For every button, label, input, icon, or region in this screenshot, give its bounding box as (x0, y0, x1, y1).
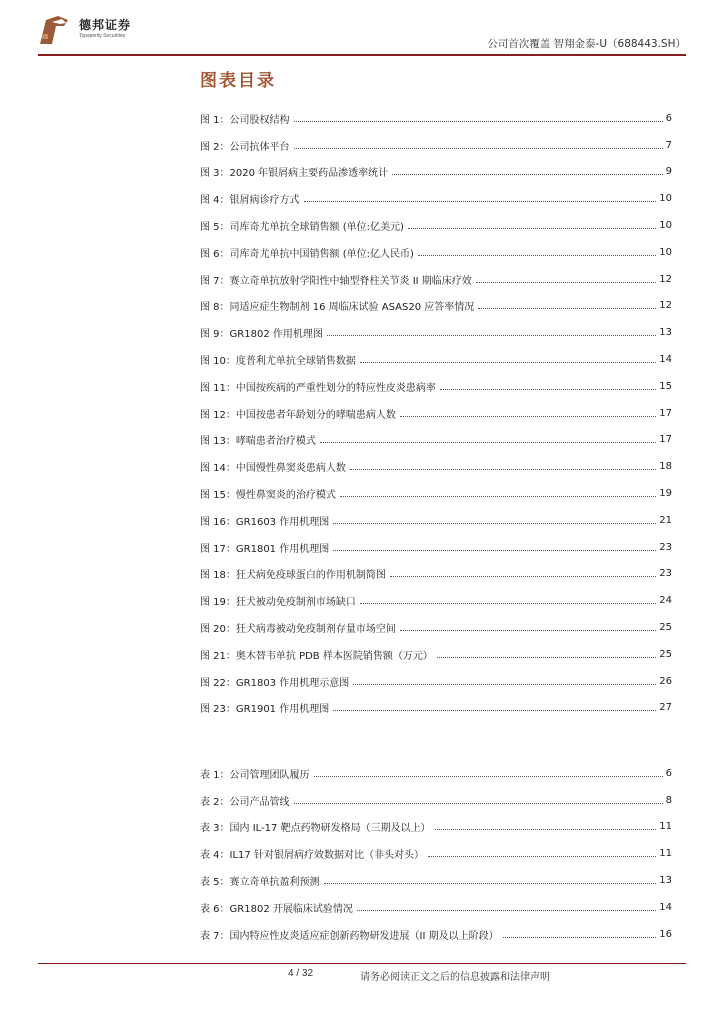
figure-entry-page[interactable]: 23 (659, 568, 672, 580)
table-entry-page[interactable]: 11 (659, 848, 672, 860)
table-entry-label[interactable]: 表 1：公司管理团队履历 (200, 769, 310, 781)
dot-leader (324, 883, 657, 884)
dot-leader (360, 603, 656, 604)
figure-entry[interactable] (200, 293, 672, 320)
figure-entry-label[interactable]: 图 6：司库奇尤单抗中国销售额 (单位:亿人民币) (200, 248, 414, 260)
table-entry[interactable] (200, 867, 672, 894)
figure-entry-page[interactable]: 7 (665, 139, 672, 151)
dot-leader (392, 174, 662, 175)
dot-leader (294, 148, 663, 149)
figure-entry[interactable] (200, 346, 672, 373)
dot-leader (437, 657, 656, 658)
company-logo (38, 14, 148, 46)
dot-leader (478, 308, 656, 309)
table-entry-label[interactable]: 表 6：GR1802 开展临床试验情况 (200, 903, 353, 915)
table-entry-page[interactable]: 8 (665, 794, 672, 806)
figure-entry-page[interactable]: 10 (659, 193, 672, 205)
dot-leader (418, 255, 656, 256)
figure-entry[interactable] (200, 427, 672, 454)
dot-leader (304, 201, 657, 202)
table-entry-label[interactable]: 表 5：赛立奇单抗盈利预测 (200, 877, 320, 889)
figure-entry-label[interactable]: 图 23：GR1901 作用机理图 (200, 704, 330, 716)
figure-entry[interactable] (200, 319, 672, 346)
figure-entry-page[interactable]: 25 (659, 648, 672, 660)
header-divider (38, 54, 686, 56)
footer-divider (38, 963, 686, 964)
figure-entry-page[interactable]: 15 (659, 380, 672, 392)
figure-entry-label[interactable]: 图 13：哮喘患者治疗模式 (200, 436, 316, 448)
table-entry-page[interactable]: 16 (659, 928, 672, 940)
logo-text-en: Topsperity Securities (79, 33, 126, 39)
dot-leader (333, 523, 656, 524)
figure-entry[interactable] (200, 105, 672, 132)
figure-entry-label[interactable]: 图 17：GR1801 作用机理图 (200, 543, 330, 555)
toc-title: 图表目录 (200, 71, 276, 91)
dot-leader (357, 910, 656, 911)
figure-entry[interactable] (200, 212, 672, 239)
figure-entry-label[interactable]: 图 1：公司股权结构 (200, 114, 290, 126)
table-entry[interactable] (200, 921, 672, 948)
figure-entry-label[interactable]: 图 10：度普利尤单抗全球销售数据 (200, 356, 356, 368)
dot-leader (333, 550, 656, 551)
figure-entry-label[interactable]: 图 3：2020 年银屑病主要药品渗透率统计 (200, 168, 389, 180)
figure-entry-label[interactable]: 图 18：狂犬病免疫球蛋白的作用机制简图 (200, 570, 386, 582)
dot-leader (476, 282, 656, 283)
disclaimer-text: 请务必阅读正文之后的信息披露和法律声明 (360, 972, 550, 983)
table-entry[interactable] (200, 814, 672, 841)
figure-entry-page[interactable]: 23 (659, 541, 672, 553)
dot-leader (294, 121, 663, 122)
dot-leader (327, 335, 656, 336)
dot-leader (350, 469, 656, 470)
figure-entry[interactable] (200, 614, 672, 641)
figure-entry-label[interactable]: 图 8：同适应症生物制剂 16 周临床试验 ASAS20 应答率情况 (200, 302, 475, 314)
table-entry[interactable] (200, 840, 672, 867)
dot-leader (314, 776, 663, 777)
figure-entry-label[interactable]: 图 4：银屑病诊疗方式 (200, 195, 300, 207)
figure-entry-page[interactable]: 27 (659, 702, 672, 714)
table-entry-page[interactable]: 6 (665, 767, 672, 779)
figure-entry-page[interactable]: 10 (659, 220, 672, 232)
table-list (200, 760, 672, 948)
figure-entry-page[interactable]: 12 (659, 300, 672, 312)
figure-entry-page[interactable]: 12 (659, 273, 672, 285)
table-entry-page[interactable]: 13 (659, 875, 672, 887)
figure-entry-page[interactable]: 26 (659, 675, 672, 687)
table-entry-label[interactable]: 表 4：IL17 针对银屑病疗效数据对比（非头对头） (200, 850, 424, 862)
table-entry[interactable] (200, 787, 672, 814)
figure-entry[interactable] (200, 480, 672, 507)
figure-entry-label[interactable]: 图 22：GR1803 作用机理示意图 (200, 677, 350, 689)
figure-entry-label[interactable]: 图 14：中国慢性鼻窦炎患病人数 (200, 463, 346, 475)
figure-entry[interactable] (200, 561, 672, 588)
figure-list (200, 105, 672, 721)
figure-entry-page[interactable]: 9 (665, 166, 672, 178)
figure-entry-label[interactable]: 图 15：慢性鼻窦炎的治疗模式 (200, 490, 336, 502)
figure-entry-page[interactable]: 17 (659, 434, 672, 446)
figure-entry[interactable] (200, 132, 672, 159)
dot-leader (390, 576, 656, 577)
figure-entry[interactable] (200, 239, 672, 266)
report-title: 公司首次覆盖 智翔金泰-U（688443.SH） (487, 38, 686, 50)
table-entry-page[interactable]: 11 (659, 821, 672, 833)
figure-entry-page[interactable]: 25 (659, 622, 672, 634)
table-entry[interactable] (200, 760, 672, 787)
table-entry-label[interactable]: 表 2：公司产品管线 (200, 796, 290, 808)
figure-entry-label[interactable]: 图 9：GR1802 作用机理图 (200, 329, 323, 341)
figure-entry[interactable] (200, 587, 672, 614)
figure-entry[interactable] (200, 159, 672, 186)
figure-entry[interactable] (200, 534, 672, 561)
figure-entry[interactable] (200, 400, 672, 427)
figure-entry[interactable] (200, 695, 672, 722)
dot-leader (333, 710, 656, 711)
figure-entry[interactable] (200, 266, 672, 293)
figure-entry-label[interactable]: 图 7：赛立奇单抗放射学阳性中轴型脊柱关节炎 II 期临床疗效 (200, 275, 472, 287)
figure-entry-label[interactable]: 图 2：公司抗体平台 (200, 141, 290, 153)
dot-leader (435, 829, 657, 830)
figure-entry-page[interactable]: 10 (659, 246, 672, 258)
dot-leader (408, 228, 656, 229)
figure-entry[interactable] (200, 373, 672, 400)
figure-entry-page[interactable]: 14 (659, 354, 672, 366)
dot-leader (320, 442, 656, 443)
dot-leader (400, 630, 656, 631)
figure-entry[interactable] (200, 185, 672, 212)
figure-entry[interactable] (200, 641, 672, 668)
figure-entry[interactable] (200, 507, 672, 534)
logo-text-cn: 德邦证券 (79, 18, 132, 32)
figure-entry-label[interactable]: 图 21：奥木替韦单抗 PDB 样本医院销售额（万元） (200, 650, 433, 662)
figure-entry-page[interactable]: 6 (665, 112, 672, 124)
figure-entry[interactable] (200, 453, 672, 480)
dot-leader (440, 389, 656, 390)
dot-leader (503, 937, 657, 938)
dot-leader (360, 362, 656, 363)
dot-leader (400, 416, 656, 417)
figure-entry-page[interactable]: 24 (659, 595, 672, 607)
figure-entry[interactable] (200, 668, 672, 695)
dot-leader (294, 803, 663, 804)
figure-entry-label[interactable]: 图 19：狂犬被动免疫制剂市场缺口 (200, 597, 356, 609)
figure-entry-page[interactable]: 18 (659, 461, 672, 473)
figure-entry-page[interactable]: 13 (659, 327, 672, 339)
dot-leader (428, 856, 656, 857)
figure-entry-label[interactable]: 图 12：中国按患者年龄划分的哮喘患病人数 (200, 409, 396, 421)
figure-entry-page[interactable]: 17 (659, 407, 672, 419)
figure-entry-label[interactable]: 图 16：GR1603 作用机理图 (200, 516, 330, 528)
dot-leader (340, 496, 656, 497)
figure-entry-label[interactable]: 图 11：中国按疾病的严重性划分的特应性皮炎患病率 (200, 382, 436, 394)
figure-entry-page[interactable]: 19 (659, 488, 672, 500)
table-entry-label[interactable]: 表 7：国内特应性皮炎适应症创新药物研发进展（II 期及以上阶段） (200, 930, 499, 942)
figure-entry-label[interactable]: 图 5：司库奇尤单抗全球销售额 (单位:亿美元) (200, 222, 404, 234)
table-entry-page[interactable]: 14 (659, 901, 672, 913)
dot-leader (353, 684, 656, 685)
table-entry[interactable] (200, 894, 672, 921)
figure-entry-page[interactable]: 21 (659, 514, 672, 526)
figure-entry-label[interactable]: 图 20：狂犬病毒被动免疫制剂存量市场空间 (200, 624, 396, 636)
table-entry-label[interactable]: 表 3：国内 IL-17 靶点药物研发格局（三期及以上） (200, 823, 431, 835)
logo-mark-icon (38, 14, 72, 46)
page-number: 4 / 32 (288, 968, 314, 979)
